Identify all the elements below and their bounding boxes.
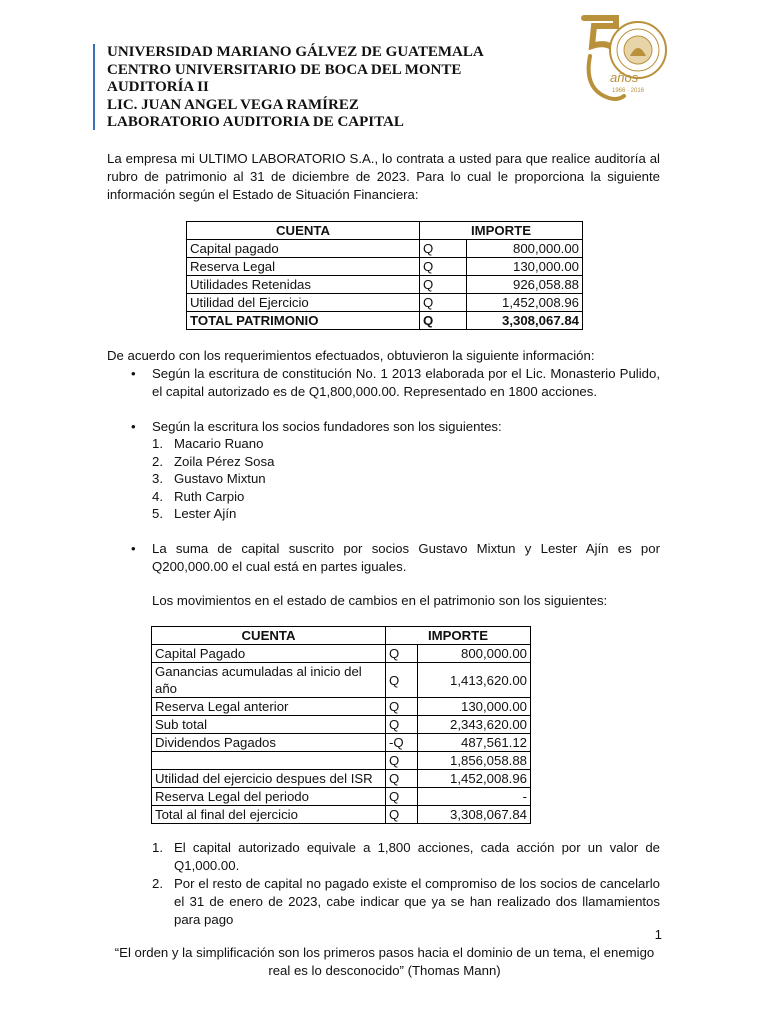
note-item (152, 875, 660, 929)
list-item (152, 488, 274, 506)
bullet-icon: • (131, 541, 136, 556)
header-lab-title: LABORATORIO AUDITORIA DE CAPITAL (107, 114, 404, 131)
bullet-item (131, 418, 660, 436)
table-row (152, 752, 531, 770)
list-number: 2. (152, 453, 163, 469)
column-header-cuenta: CUENTA (187, 222, 420, 240)
cell-cuenta: Reserva Legal anterior (152, 698, 386, 716)
bullet-icon: • (131, 419, 136, 434)
cell-currency: -Q (386, 734, 418, 752)
table-row (152, 770, 531, 788)
equity-changes-table (151, 626, 531, 824)
table-row (152, 716, 531, 734)
table-row (187, 276, 583, 294)
header-instructor: LIC. JUAN ANGEL VEGA RAMÍREZ (107, 96, 359, 113)
cell-importe: 3,308,067.84 (418, 806, 531, 824)
note-number: 2. (152, 876, 163, 891)
cell-cuenta: Utilidad del Ejercicio (187, 294, 420, 312)
founders-list (152, 435, 274, 523)
cell-currency: Q (386, 663, 418, 698)
intro-paragraph: La empresa mi ULTIMO LABORATORIO S.A., lo contrata a usted para que realice auditoría al rubro de patrimonio al 31 de diciembre de 2023. Para lo cual le proporciona la siguiente información según el Estado de Situación Financiera: (107, 151, 660, 202)
footer-quote: “El orden y la simplificación son los primeros pasos hacia el dominio de un tema, el enemigo real es lo desconocido” (Thomas Mann) (114, 945, 655, 978)
bullet-item (131, 365, 660, 401)
cell-importe: - (418, 788, 531, 806)
logo-years-label: 1966 · 2016 (612, 88, 645, 94)
header-accent-bar (93, 44, 95, 130)
bullet-text: La suma de capital suscrito por socios Gustavo Mixtun y Lester Ajín es por Q200,000.00 el cual está en partes iguales. (152, 541, 660, 574)
cell-cuenta (152, 752, 386, 770)
cell-cuenta: Dividendos Pagados (152, 734, 386, 752)
table-row (152, 734, 531, 752)
cell-cuenta: Capital Pagado (152, 645, 386, 663)
cell-importe: 487,561.12 (418, 734, 531, 752)
column-header-importe: IMPORTE (420, 222, 583, 240)
list-number: 1. (152, 436, 163, 451)
cell-currency: Q (386, 698, 418, 716)
note-item (152, 839, 660, 875)
cell-cuenta: TOTAL PATRIMONIO (187, 312, 420, 330)
cell-currency: Q (386, 716, 418, 734)
bullet-text: Según la escritura de constitución No. 1 2013 elaborada por el Lic. Monasterio Pulido, el capital autorizado es de Q1,800,000.00. Representado en 1800 acciones. (152, 366, 660, 399)
header-course: AUDITORÍA II (107, 79, 209, 96)
equity-changes-table-body (152, 645, 531, 824)
balance-table-body (187, 240, 583, 330)
cell-importe: 130,000.00 (467, 258, 583, 276)
movements-intro: Los movimientos en el estado de cambios en el patrimonio son los siguientes: (152, 593, 608, 608)
table-row (187, 258, 583, 276)
cell-importe: 1,413,620.00 (418, 663, 531, 698)
document-header (107, 44, 484, 132)
list-item (152, 435, 274, 453)
university-seal-icon (584, 18, 666, 99)
cell-currency: Q (386, 645, 418, 663)
list-item (152, 453, 274, 471)
cell-currency: Q (420, 240, 467, 258)
cell-importe: 1,856,058.88 (418, 752, 531, 770)
cell-currency: Q (420, 276, 467, 294)
table-row (152, 698, 531, 716)
cell-importe: 130,000.00 (418, 698, 531, 716)
note-text: El capital autorizado equivale a 1,800 acciones, cada acción por un valor de Q1,000.00. (174, 840, 660, 873)
cell-cuenta: Capital pagado (187, 240, 420, 258)
cell-cuenta: Total al final del ejercicio (152, 806, 386, 824)
cell-currency: Q (386, 806, 418, 824)
cell-importe: 800,000.00 (467, 240, 583, 258)
founder-name: Gustavo Mixtun (174, 471, 266, 486)
cell-importe: 1,452,008.96 (418, 770, 531, 788)
bullet-text: Según la escritura los socios fundadores son los siguientes: (152, 419, 502, 434)
note-text: Por el resto de capital no pagado existe el compromiso de los socios de cancelarlo el 31 de enero de 2023, cabe indicar que ya se han realizado dos llamamientos para pago (174, 876, 660, 927)
anniversary-logo (570, 12, 670, 104)
cell-currency: Q (386, 752, 418, 770)
founder-name: Lester Ajín (174, 506, 237, 521)
table-row (152, 645, 531, 663)
header-university: UNIVERSIDAD MARIANO GÁLVEZ DE GUATEMALA (107, 44, 484, 60)
cell-importe: 3,308,067.84 (467, 312, 583, 330)
table-header-row (152, 627, 531, 645)
list-number: 4. (152, 488, 163, 504)
page-number: 1 (654, 927, 662, 942)
table-row (152, 663, 531, 698)
cell-cuenta: Sub total (152, 716, 386, 734)
bullet-item (131, 540, 660, 576)
findings-intro: De acuerdo con los requerimientos efectuados, obtuvieron la siguiente información: (107, 348, 595, 363)
note-number: 1. (152, 840, 163, 855)
cell-currency: Q (420, 312, 467, 330)
cell-cuenta: Utilidad del ejercicio despues del ISR (152, 770, 386, 788)
column-header-cuenta: CUENTA (152, 627, 386, 645)
cell-importe: 1,452,008.96 (467, 294, 583, 312)
founder-name: Zoila Pérez Sosa (174, 453, 275, 469)
cell-currency: Q (420, 294, 467, 312)
list-item (152, 505, 274, 523)
table-row (187, 312, 583, 330)
table-row (187, 294, 583, 312)
column-header-importe: IMPORTE (386, 627, 531, 645)
cell-currency: Q (420, 258, 467, 276)
header-campus: CENTRO UNIVERSITARIO DE BOCA DEL MONTE (107, 61, 462, 78)
balance-table (186, 221, 583, 330)
founder-name: Macario Ruano (174, 436, 264, 451)
table-row (152, 788, 531, 806)
bullet-icon: • (131, 366, 136, 381)
list-number: 3. (152, 471, 163, 486)
cell-currency: Q (386, 788, 418, 806)
table-row (187, 240, 583, 258)
logo-anos-label: años (610, 70, 639, 85)
cell-cuenta: Utilidades Retenidas (187, 276, 420, 294)
founder-name: Ruth Carpio (174, 488, 245, 504)
cell-currency: Q (386, 770, 418, 788)
cell-cuenta: Reserva Legal del periodo (152, 788, 386, 806)
table-header-row (187, 222, 583, 240)
list-item (152, 470, 274, 488)
list-number: 5. (152, 506, 163, 521)
cell-cuenta: Ganancias acumuladas al inicio del año (152, 663, 386, 698)
cell-importe: 2,343,620.00 (418, 716, 531, 734)
table-row (152, 806, 531, 824)
cell-importe: 926,058.88 (467, 276, 583, 294)
cell-cuenta: Reserva Legal (187, 258, 420, 276)
cell-importe: 800,000.00 (418, 645, 531, 663)
